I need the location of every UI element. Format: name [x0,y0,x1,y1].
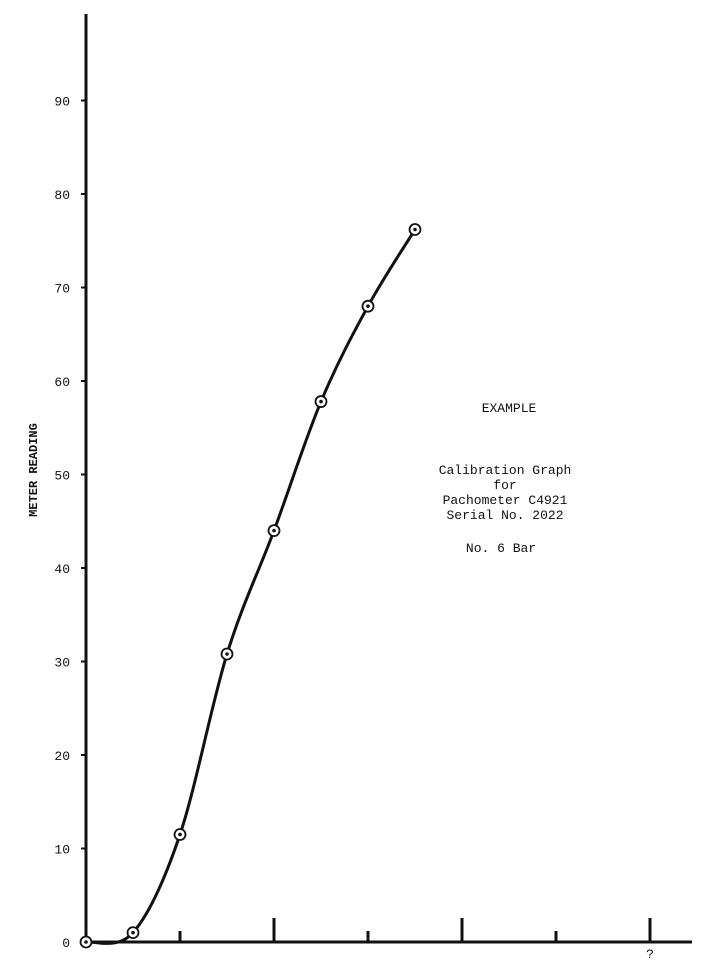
annotation-line-4: Serial No. 2022 [446,508,564,523]
calibration-curve [86,230,415,944]
annotation-line-1: Calibration Graph [438,463,572,478]
x-tick-label-5: ? [646,947,654,962]
y-tick-label-40: 40 [54,562,70,577]
curve-line [86,230,415,944]
x-ticks [180,918,710,962]
data-point-1 [128,927,139,938]
annotation-line-2: for [493,478,517,493]
y-tick-label-30: 30 [54,655,70,671]
annotation-block [439,401,572,556]
data-point-3 [222,649,233,660]
annotation-line-3: Pachometer C4921 [442,493,568,508]
data-point-2 [175,829,186,840]
y-axis-label: METER READING [27,423,41,517]
y-tick-label-60: 60 [54,375,70,390]
annotation-line-5: No. 6 Bar [465,541,537,556]
annotation-heading: EXAMPLE [481,401,537,416]
y-tick-label-90: 90 [54,94,70,110]
y-tick-label-70: 70 [54,281,70,297]
y-tick-label-10: 10 [54,842,70,858]
y-tick-label-0: 0 [62,936,70,951]
data-point-0 [81,937,92,948]
data-point-4 [269,525,280,536]
data-point-7 [410,224,421,235]
y-tick-label-20: 20 [54,749,70,764]
data-point-6 [363,301,374,312]
data-point-5 [316,396,327,407]
y-tick-label-50: 50 [54,468,70,484]
y-ticks [54,95,86,952]
y-tick-label-80: 80 [54,188,70,203]
axes [84,14,692,944]
